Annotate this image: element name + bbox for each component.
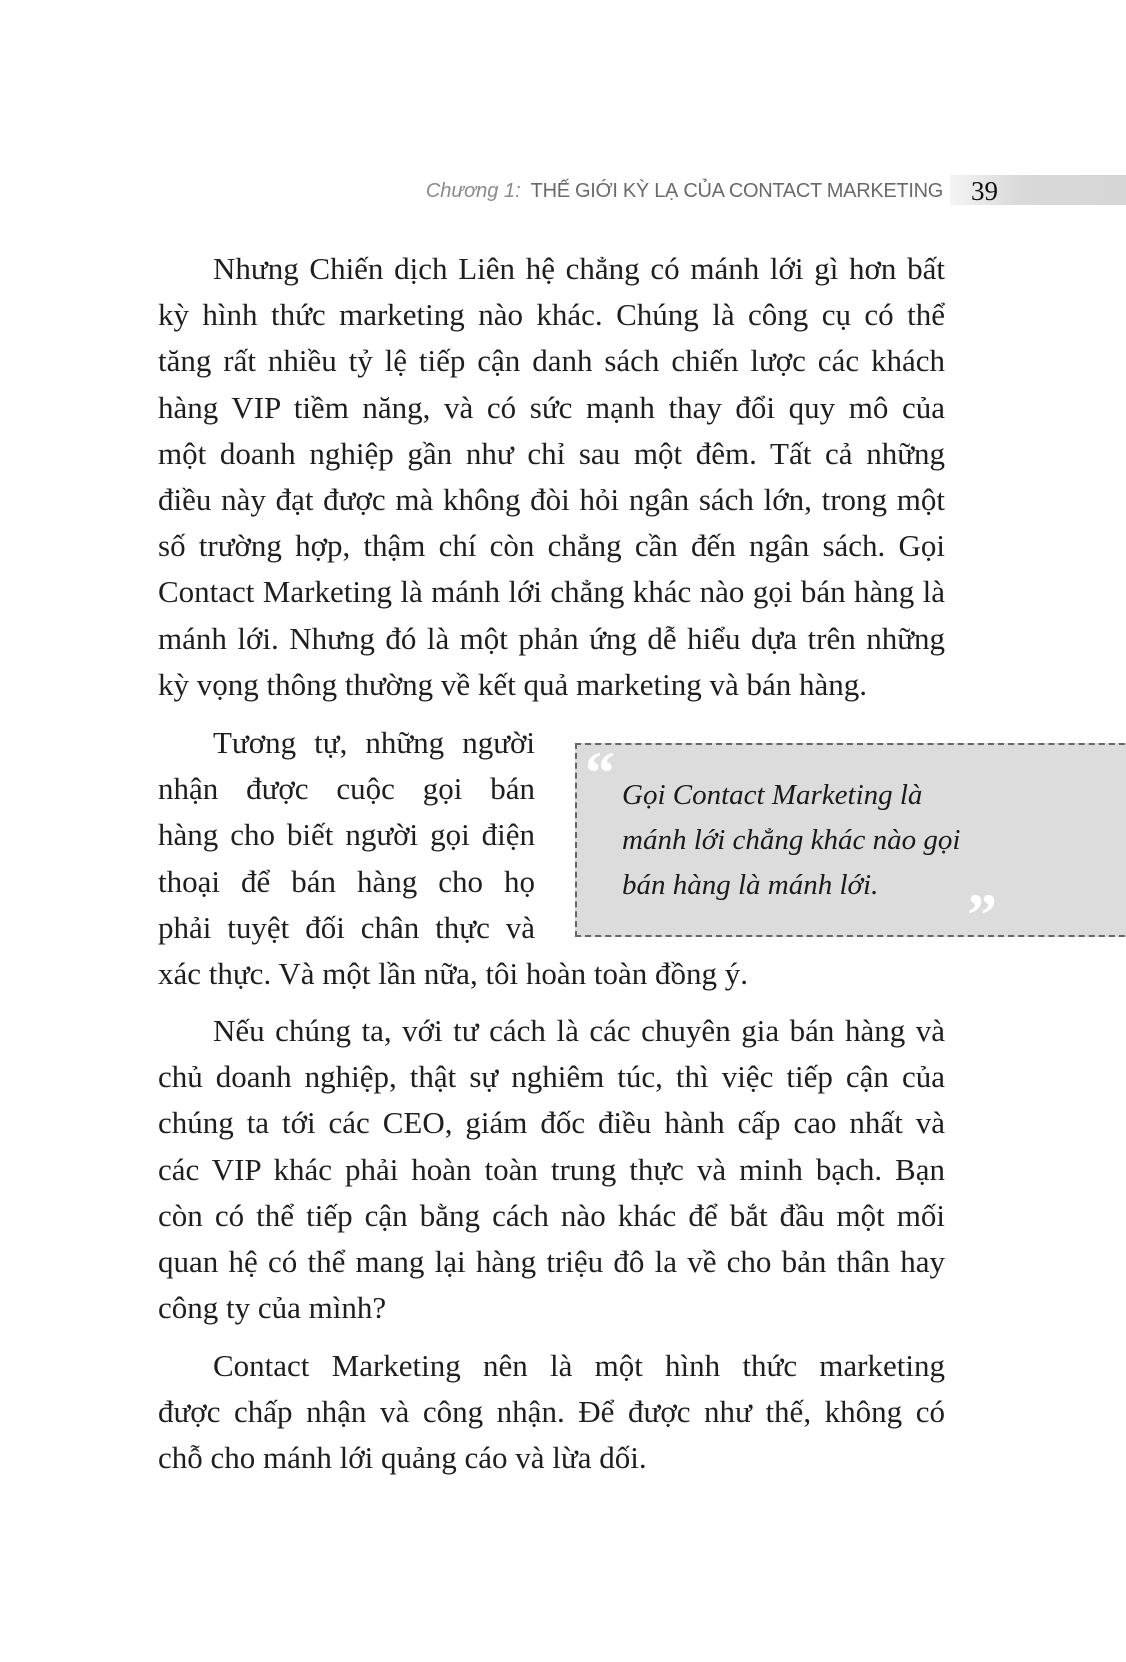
text-line: Nếu chúng ta, với tư cách là các chuyên gia bán hàng và	[213, 1013, 945, 1048]
text-line: xác thực. Và một lần nữa, tôi hoàn toàn đồng ý.	[158, 956, 749, 992]
open-quote-icon: “	[585, 740, 615, 806]
text-line: chúng ta tới các CEO, giám đốc điều hành cấp cao nhất và	[158, 1105, 945, 1141]
paragraph-3	[158, 1008, 945, 1331]
text-line: được chấp nhận và công nhận. Để được như thế, không có	[158, 1394, 945, 1430]
page-number: 39	[971, 175, 998, 206]
text-line: chủ doanh nghiệp, thật sự nghiêm túc, thì việc tiếp cận của	[158, 1059, 945, 1095]
chapter-label: Chương 1:	[425, 179, 521, 202]
chapter-title: THẾ GIỚI KỲ LẠ CỦA CONTACT MARKETING	[530, 179, 943, 202]
pull-quote-text	[622, 773, 960, 908]
text-line: hàng VIP tiềm năng, và có sức mạnh thay đổi quy mô của	[158, 389, 945, 425]
quote-line: bán hàng là mánh lới.	[622, 869, 879, 901]
text-line: Nhưng Chiến dịch Liên hệ chẳng có mánh lới gì hơn bất	[213, 251, 945, 286]
text-line: một doanh nghiệp gần như chỉ sau một đêm. Tất cả những	[158, 435, 945, 471]
text-line: quan hệ có thể mang lại hàng triệu đô la về cho bản thân hay	[158, 1244, 945, 1280]
text-line: phải tuyệt đối chân thực và	[158, 909, 535, 945]
text-line: công ty của mình?	[158, 1290, 387, 1326]
pull-quote-box	[575, 740, 1126, 948]
quote-line: mánh lới chẳng khác nào gọi	[622, 824, 961, 856]
text-line: Contact Marketing nên là một hình thức marketing	[213, 1348, 945, 1383]
text-line: Tương tự, những người	[213, 725, 535, 760]
text-line: hàng cho biết người gọi điện	[158, 817, 535, 853]
text-line: thoại để bán hàng cho họ	[158, 863, 535, 899]
text-line: tăng rất nhiều tỷ lệ tiếp cận danh sách chiến lược các khách	[158, 343, 945, 379]
quote-line: Gọi Contact Marketing là	[622, 779, 923, 811]
text-line: số trường hợp, thậm chí còn chẳng cần đến ngân sách. Gọi	[158, 528, 945, 564]
close-quote-icon: ”	[967, 882, 997, 948]
paragraph-1	[158, 246, 945, 708]
paragraph-4	[158, 1343, 945, 1482]
text-line: nhận được cuộc gọi bán	[158, 771, 535, 807]
text-line: kỳ hình thức marketing nào khác. Chúng là công cụ có thể	[158, 297, 945, 333]
text-line: Contact Marketing là mánh lới chẳng khác nào gọi bán hàng là	[158, 574, 945, 610]
text-line: kỳ vọng thông thường về kết quả marketing và bán hàng.	[158, 666, 868, 702]
text-line: điều này đạt được mà không đòi hỏi ngân sách lớn, trong một	[158, 482, 945, 518]
text-line: các VIP khác phải hoàn toàn trung thực và minh bạch. Bạn	[158, 1151, 945, 1187]
text-line: chỗ cho mánh lới quảng cáo và lừa dối.	[158, 1440, 647, 1476]
text-line: mánh lới. Nhưng đó là một phản ứng dễ hiểu dựa trên những	[158, 620, 945, 656]
running-header	[426, 176, 998, 206]
text-line: còn có thể tiếp cận bằng cách nào khác để bắt đầu một mối	[158, 1197, 945, 1233]
